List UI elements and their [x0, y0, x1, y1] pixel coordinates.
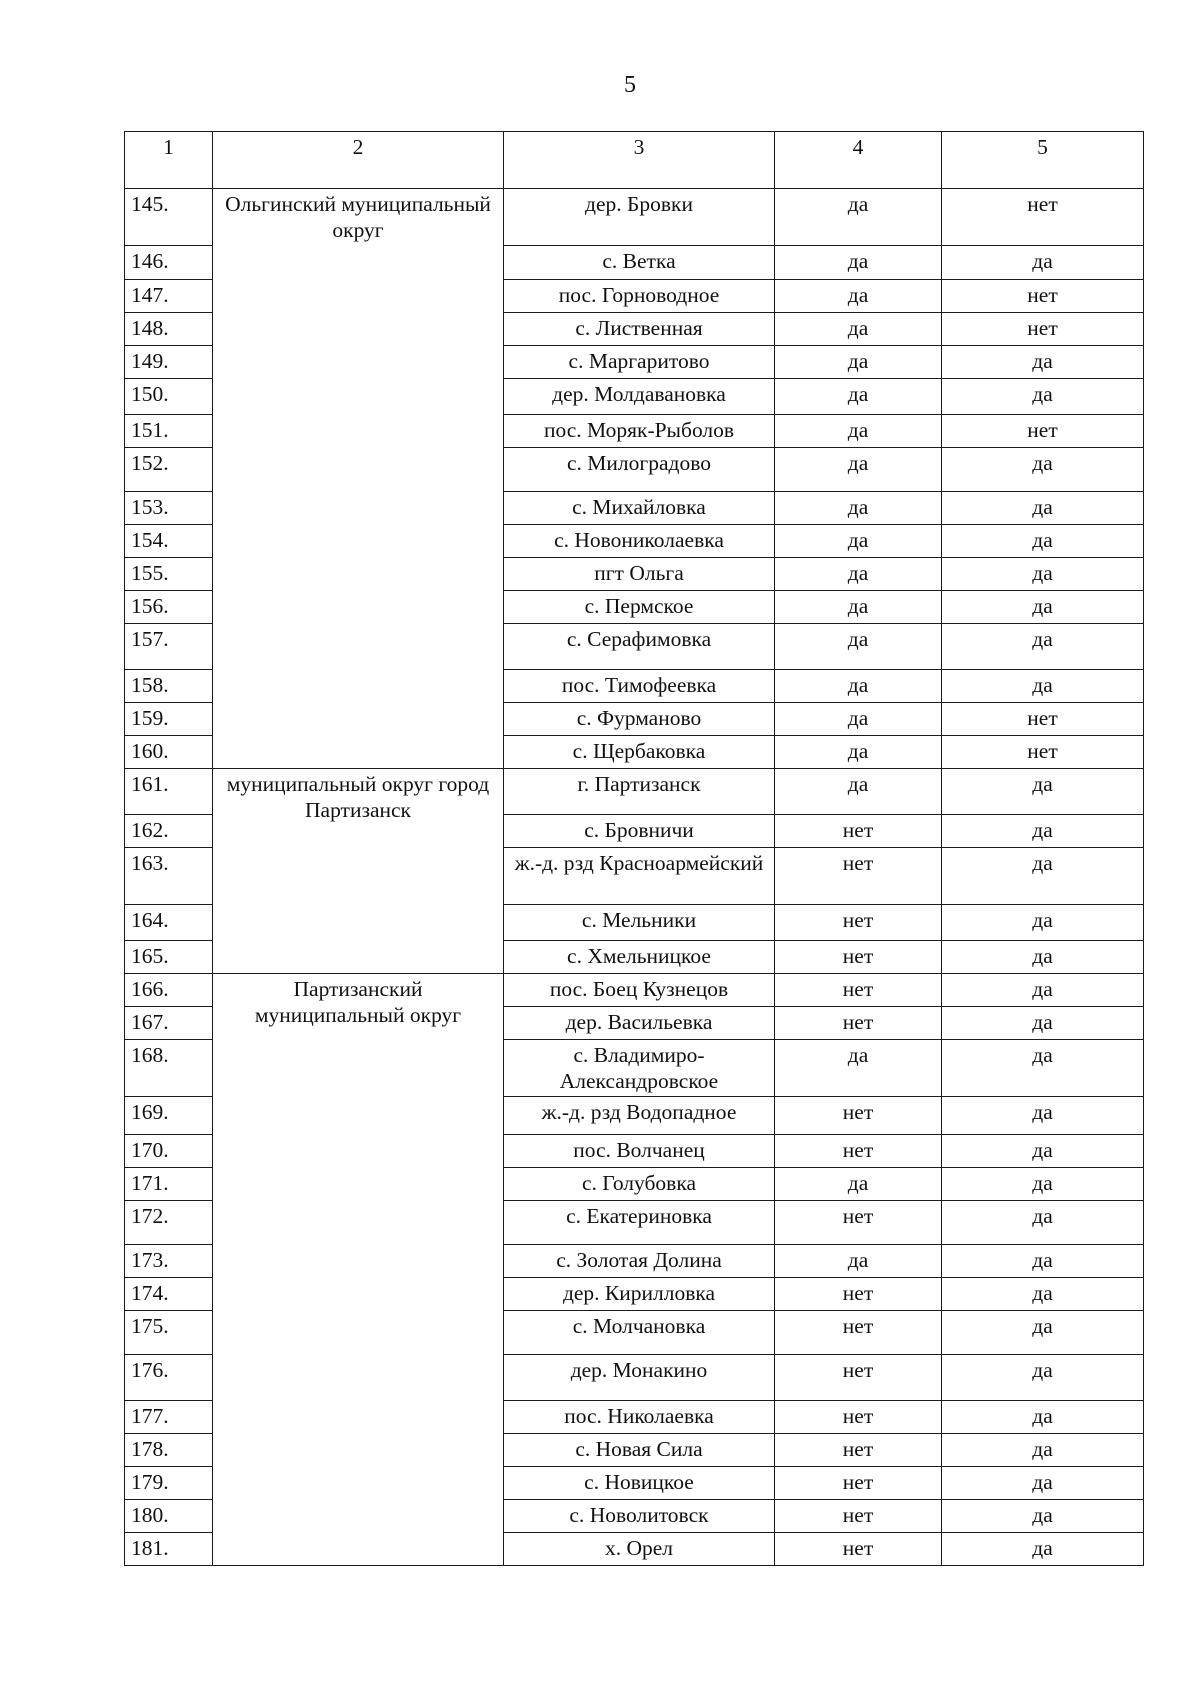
row-number-cell: 160.	[125, 736, 213, 769]
row-number-cell: 177.	[125, 1401, 213, 1434]
settlement-cell: с. Новая Сила	[504, 1434, 775, 1467]
row-number-cell: 168.	[125, 1040, 213, 1097]
column-4-cell: нет	[775, 905, 942, 941]
row-number-cell: 171.	[125, 1168, 213, 1201]
column-4-cell: нет	[775, 1311, 942, 1355]
column-4-cell: да	[775, 591, 942, 624]
column-5-cell: да	[942, 848, 1144, 905]
settlement-cell: пос. Тимофеевка	[504, 670, 775, 703]
column-5-cell: да	[942, 1467, 1144, 1500]
column-5-cell: да	[942, 591, 1144, 624]
column-5-cell: да	[942, 1040, 1144, 1097]
column-4-cell: да	[775, 346, 942, 379]
settlement-cell: с. Ветка	[504, 246, 775, 280]
settlement-cell: дер. Молдавановка	[504, 379, 775, 415]
column-5-cell: да	[942, 379, 1144, 415]
settlement-cell: дер. Кирилловка	[504, 1278, 775, 1311]
row-number-cell: 150.	[125, 379, 213, 415]
column-4-cell: нет	[775, 815, 942, 848]
row-number-cell: 145.	[125, 189, 213, 246]
column-4-cell: да	[775, 670, 942, 703]
column-5-cell: да	[942, 1533, 1144, 1566]
settlement-cell: с. Милоградово	[504, 448, 775, 492]
row-number-cell: 175.	[125, 1311, 213, 1355]
column-5-cell: да	[942, 1401, 1144, 1434]
district-cell: Ольгинский муниципальный округ	[213, 189, 504, 769]
column-5-cell: да	[942, 448, 1144, 492]
settlement-cell: с. Маргаритово	[504, 346, 775, 379]
table-body	[125, 132, 1144, 1566]
header-cell: 1	[125, 132, 213, 189]
column-5-cell: да	[942, 1201, 1144, 1245]
settlement-cell: пос. Горноводное	[504, 280, 775, 313]
column-4-cell: да	[775, 415, 942, 448]
settlement-cell: с. Голубовка	[504, 1168, 775, 1201]
column-5-cell: да	[942, 769, 1144, 815]
row-number-cell: 176.	[125, 1355, 213, 1401]
column-5-cell: нет	[942, 415, 1144, 448]
header-cell: 5	[942, 132, 1144, 189]
column-4-cell: нет	[775, 1355, 942, 1401]
settlement-cell: с. Бровничи	[504, 815, 775, 848]
column-5-cell: да	[942, 1311, 1144, 1355]
row-number-cell: 173.	[125, 1245, 213, 1278]
column-5-cell: да	[942, 1434, 1144, 1467]
row-number-cell: 165.	[125, 941, 213, 974]
column-5-cell: нет	[942, 280, 1144, 313]
settlement-cell: с. Золотая Долина	[504, 1245, 775, 1278]
row-number-cell: 178.	[125, 1434, 213, 1467]
column-5-cell: нет	[942, 703, 1144, 736]
district-cell: муниципальный округ город Партизанск	[213, 769, 504, 974]
row-number-cell: 154.	[125, 525, 213, 558]
row-number-cell: 166.	[125, 974, 213, 1007]
row-number-cell: 158.	[125, 670, 213, 703]
column-4-cell: нет	[775, 974, 942, 1007]
column-5-cell: да	[942, 1245, 1144, 1278]
row-number-cell: 148.	[125, 313, 213, 346]
row-number-cell: 156.	[125, 591, 213, 624]
column-4-cell: нет	[775, 1434, 942, 1467]
settlement-cell: дер. Васильевка	[504, 1007, 775, 1040]
column-4-cell: нет	[775, 1401, 942, 1434]
row-number-cell: 152.	[125, 448, 213, 492]
column-4-cell: да	[775, 379, 942, 415]
settlement-cell: с. Новониколаевка	[504, 525, 775, 558]
column-4-cell: да	[775, 313, 942, 346]
column-4-cell: да	[775, 246, 942, 280]
settlement-cell: пос. Моряк-Рыболов	[504, 415, 775, 448]
column-4-cell: да	[775, 769, 942, 815]
column-5-cell: да	[942, 815, 1144, 848]
row-number-cell: 174.	[125, 1278, 213, 1311]
column-4-cell: нет	[775, 1278, 942, 1311]
column-5-cell: да	[942, 974, 1144, 1007]
row-number-cell: 146.	[125, 246, 213, 280]
settlement-cell: с. Молчановка	[504, 1311, 775, 1355]
row-number-cell: 155.	[125, 558, 213, 591]
settlement-cell: с. Серафимовка	[504, 624, 775, 670]
row-number-cell: 157.	[125, 624, 213, 670]
column-4-cell: нет	[775, 1500, 942, 1533]
column-5-cell: да	[942, 1007, 1144, 1040]
settlement-cell: с. Щербаковка	[504, 736, 775, 769]
column-5-cell: да	[942, 1278, 1144, 1311]
settlements-table	[124, 131, 1144, 1566]
column-4-cell: да	[775, 525, 942, 558]
column-4-cell: нет	[775, 941, 942, 974]
column-4-cell: нет	[775, 1533, 942, 1566]
settlement-cell: с. Михайловка	[504, 492, 775, 525]
column-5-cell: да	[942, 525, 1144, 558]
row-number-cell: 172.	[125, 1201, 213, 1245]
settlement-cell: г. Партизанск	[504, 769, 775, 815]
row-number-cell: 170.	[125, 1135, 213, 1168]
column-5-cell: да	[942, 246, 1144, 280]
settlement-cell: с. Лиственная	[504, 313, 775, 346]
header-cell: 2	[213, 132, 504, 189]
row-number-cell: 153.	[125, 492, 213, 525]
settlement-cell: ж.-д. рзд Водопадное	[504, 1097, 775, 1135]
table-row	[125, 189, 1144, 246]
header-row	[125, 132, 1144, 189]
row-number-cell: 167.	[125, 1007, 213, 1040]
column-4-cell: нет	[775, 1201, 942, 1245]
table-row	[125, 974, 1144, 1007]
column-5-cell: да	[942, 1500, 1144, 1533]
header-cell: 4	[775, 132, 942, 189]
column-5-cell: да	[942, 1135, 1144, 1168]
column-4-cell: да	[775, 624, 942, 670]
column-5-cell: нет	[942, 313, 1144, 346]
row-number-cell: 164.	[125, 905, 213, 941]
settlement-cell: с. Владимиро-Александровское	[504, 1040, 775, 1097]
row-number-cell: 179.	[125, 1467, 213, 1500]
column-5-cell: нет	[942, 736, 1144, 769]
row-number-cell: 161.	[125, 769, 213, 815]
column-4-cell: да	[775, 1168, 942, 1201]
row-number-cell: 163.	[125, 848, 213, 905]
settlement-cell: пгт Ольга	[504, 558, 775, 591]
column-4-cell: да	[775, 558, 942, 591]
row-number-cell: 147.	[125, 280, 213, 313]
district-cell: Партизанский муниципальный округ	[213, 974, 504, 1566]
settlement-cell: с. Фурманово	[504, 703, 775, 736]
column-5-cell: да	[942, 1097, 1144, 1135]
page-number: 5	[624, 72, 636, 98]
column-5-cell: да	[942, 492, 1144, 525]
settlement-cell: ж.-д. рзд Красноармейский	[504, 848, 775, 905]
column-4-cell: да	[775, 703, 942, 736]
settlement-cell: дер. Монакино	[504, 1355, 775, 1401]
column-5-cell: да	[942, 1168, 1144, 1201]
settlement-cell: пос. Боец Кузнецов	[504, 974, 775, 1007]
column-5-cell: да	[942, 941, 1144, 974]
column-4-cell: нет	[775, 848, 942, 905]
column-4-cell: да	[775, 1040, 942, 1097]
column-4-cell: да	[775, 448, 942, 492]
column-4-cell: нет	[775, 1097, 942, 1135]
header-cell: 3	[504, 132, 775, 189]
settlement-cell: с. Новицкое	[504, 1467, 775, 1500]
column-5-cell: да	[942, 558, 1144, 591]
column-5-cell: нет	[942, 189, 1144, 246]
table-row	[125, 769, 1144, 815]
settlement-cell: с. Хмельницкое	[504, 941, 775, 974]
row-number-cell: 149.	[125, 346, 213, 379]
settlement-cell: с. Новолитовск	[504, 1500, 775, 1533]
row-number-cell: 181.	[125, 1533, 213, 1566]
column-5-cell: да	[942, 624, 1144, 670]
column-4-cell: да	[775, 736, 942, 769]
column-4-cell: нет	[775, 1135, 942, 1168]
column-4-cell: да	[775, 280, 942, 313]
column-4-cell: да	[775, 189, 942, 246]
settlement-cell: с. Екатериновка	[504, 1201, 775, 1245]
settlement-cell: пос. Волчанец	[504, 1135, 775, 1168]
column-5-cell: да	[942, 1355, 1144, 1401]
settlement-cell: дер. Бровки	[504, 189, 775, 246]
column-4-cell: да	[775, 1245, 942, 1278]
column-4-cell: нет	[775, 1467, 942, 1500]
settlement-cell: х. Орел	[504, 1533, 775, 1566]
row-number-cell: 151.	[125, 415, 213, 448]
row-number-cell: 159.	[125, 703, 213, 736]
row-number-cell: 180.	[125, 1500, 213, 1533]
column-4-cell: нет	[775, 1007, 942, 1040]
column-5-cell: да	[942, 905, 1144, 941]
column-4-cell: да	[775, 492, 942, 525]
settlement-cell: с. Пермское	[504, 591, 775, 624]
row-number-cell: 169.	[125, 1097, 213, 1135]
column-5-cell: да	[942, 670, 1144, 703]
row-number-cell: 162.	[125, 815, 213, 848]
settlement-cell: пос. Николаевка	[504, 1401, 775, 1434]
settlement-cell: с. Мельники	[504, 905, 775, 941]
column-5-cell: да	[942, 346, 1144, 379]
